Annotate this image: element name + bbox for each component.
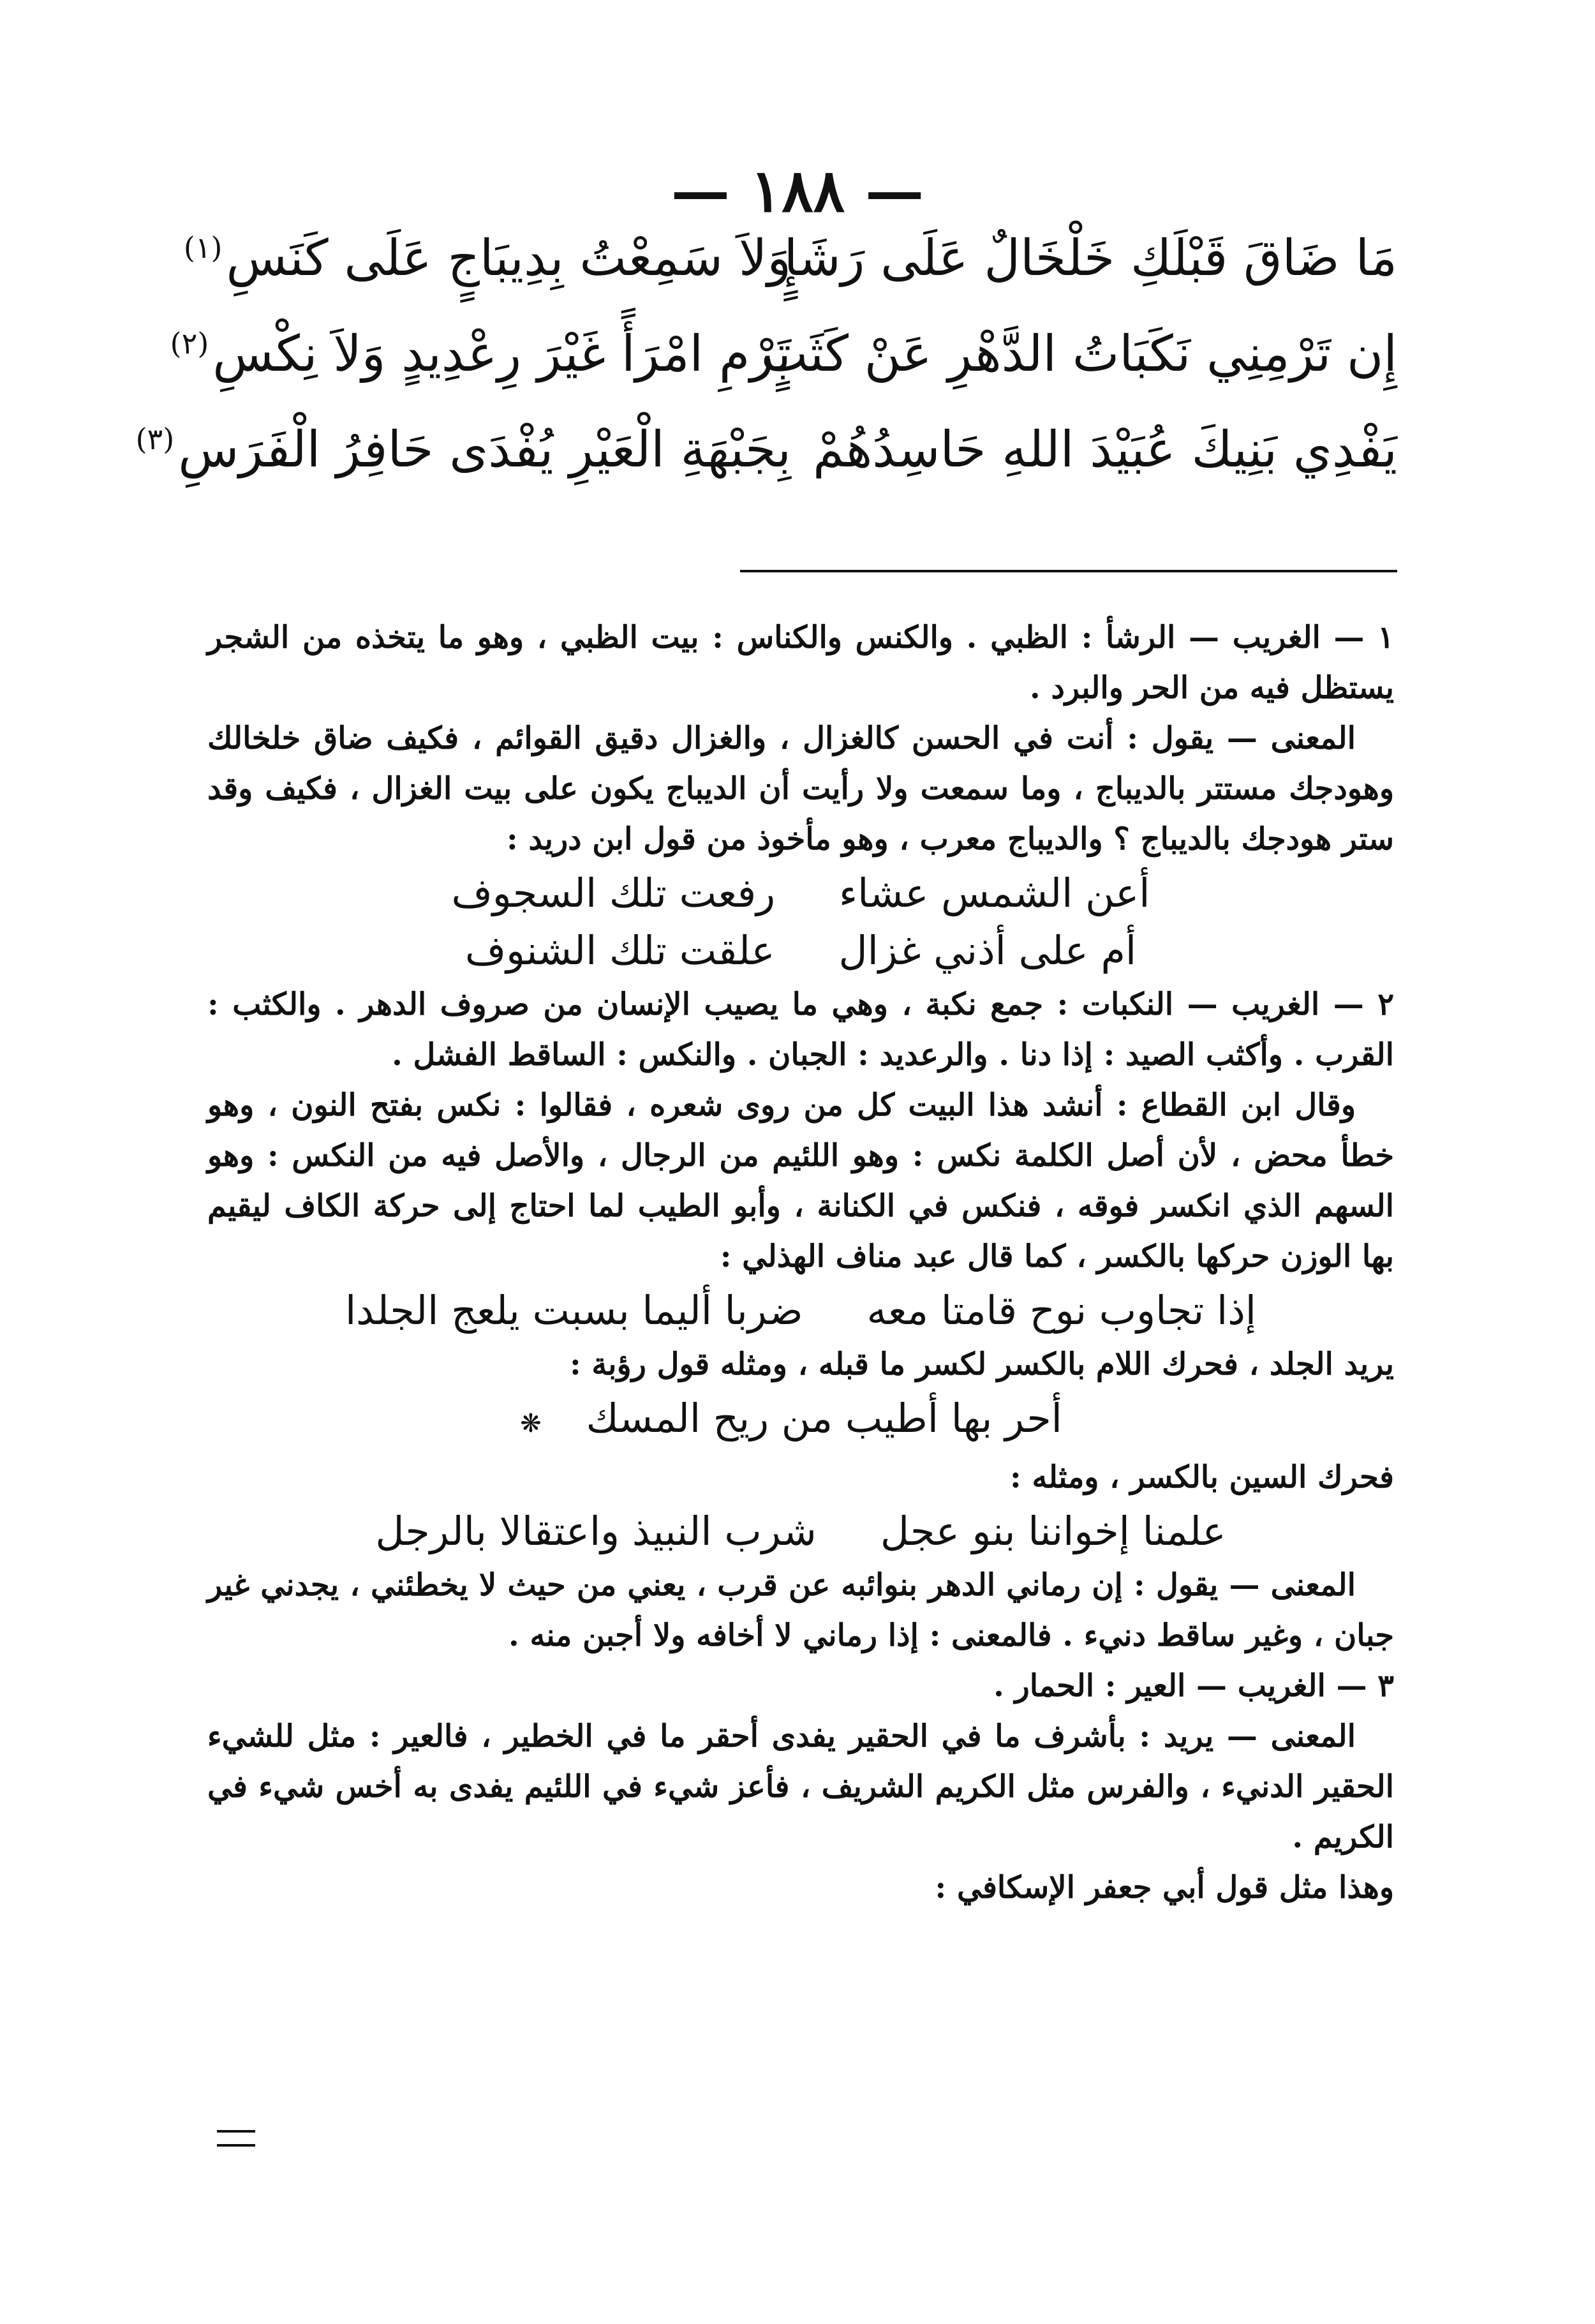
- note-2-gharib: ٢ — الغريب — النكبات : جمع نكبة ، وهي ما يصيب الإنسان من صروف الدهر . والكثب : القرب . وأكثب الصيد : إذا دنا . والرعديد : الجبان . والنكس : الساقط الفشل .: [207, 987, 1394, 1073]
- quoted-poem-ruba: [207, 1390, 1394, 1452]
- note-3-gharib: ٣ — الغريب — العير : الحمار .: [993, 1668, 1394, 1704]
- verse-line-1: [183, 211, 1397, 306]
- verse-star-mark: ❋: [520, 1409, 542, 1438]
- footnote-marker-1: (١): [183, 230, 223, 265]
- verse-2-second-text: تَرْمِ امْرَأً غَيْرَ رِعْدِيدٍ وَلاَ نِكْسِ: [212, 325, 791, 383]
- quoted-poem-ibn-duraid-line-1: [207, 865, 1394, 922]
- note-3-meaning: المعنى — يريد : بأشرف ما في الحقير يفدى أحقر ما في الخطير ، فالعير : مثل للشيء الحقير الدنيء ، والفرس مثل الكريم الشريف ، فأعز شيء في اللئيم يفدى به أخس شيء في الكريم .: [207, 1718, 1394, 1855]
- poem-2-second: ضربا أليما بسبت يلعج الجلدا: [345, 1287, 803, 1334]
- note-3-last-line: وهذا مثل قول أبي جعفر الإسكافي :: [935, 1870, 1394, 1905]
- verse-1-second-text: وَلاَ سَمِعْتُ بِدِيبَاجٍ عَلَى كَنَسِ: [226, 230, 791, 287]
- verse-3-first-hemistich: يَفْدِي بَنِيكَ عُبَيْدَ اللهِ حَاسِدُهُمْ: [813, 421, 1397, 479]
- note-2-ibn-qattaa: وقال ابن القطاع : أنشد هذا البيت كل من روى شعره ، فقالوا : نكس بفتح النون ، وهو خطأ محض ، لأن أصل الكلمة نكس : وهو اللئيم من الرجال ، والأصل فيه من النكس : وهو السهم الذي انكسر فوقه ، فنكس في الكنانة ، وأبو الطيب لما احتاج إلى حركة الكاف ليقيم بها الوزن حركها بالكسر ، كما قال عبد مناف الهذلي :: [207, 1087, 1394, 1274]
- page-number: — ١٨٨ —: [671, 156, 924, 225]
- poem-1-line-2-first: أم على أذني غزال: [838, 927, 1137, 974]
- verse-3-second-hemistich: [135, 421, 791, 479]
- verse-1-second-hemistich: [183, 230, 791, 287]
- verse-2-second-hemistich: [170, 325, 791, 383]
- verse-line-2: [170, 306, 1397, 402]
- note-2-meaning: المعنى — يقول : إن رماني الدهر بنوائبه عن قرب ، يعني من حيث لا يخطئني ، يجدني غير جبان ، وغير ساقط دنيء . فالمعنى : إذا رماني لا أخافه ولا أجبن منه .: [207, 1567, 1394, 1653]
- quoted-poem-ijl: [207, 1503, 1394, 1560]
- note-1-gharib: ١ — الغريب — الرشأ : الظبي . والكنس والكناس : بيت الظبي ، وهو ما يتخذه من الشجر يستظل فيه من الحر والبرد .: [207, 620, 1394, 706]
- footnote-marker-2: (٢): [170, 326, 209, 361]
- poem-1-line-1-first: أعن الشمس عشاء: [839, 870, 1150, 916]
- note-2-jild: يريد الجلد ، فحرك اللام بالكسر لكسر ما قبله ، ومثله قول رؤبة :: [570, 1346, 1394, 1382]
- footnote-marker-3: (٣): [135, 422, 175, 456]
- verse-2-first-hemistich: إِن تَرْمِنِي نَكَبَاتُ الدَّهْرِ عَنْ كَثَبٍ: [760, 325, 1397, 383]
- poem-3-text: أحر بها أطيب من ريح المسك: [586, 1395, 1062, 1441]
- quoted-poem-hudhali: [207, 1282, 1394, 1339]
- poem-4-first: علمنا إخواننا بنو عجل: [880, 1508, 1226, 1554]
- note-2-sin: فحرك السين بالكسر ، ومثله :: [1010, 1459, 1394, 1495]
- verse-notes-divider: [740, 570, 1397, 572]
- poem-1-line-1-second: رفعت تلك السجوف: [451, 870, 776, 916]
- verse-line-3: [135, 402, 1397, 498]
- poem-1-line-2-second: علقت تلك الشنوف: [464, 927, 775, 974]
- continuation-mark: [217, 2130, 255, 2147]
- poem-4-second: شرب النبيذ واعتقالا بالرجل: [375, 1508, 817, 1554]
- verse-3-second-text: بِجَبْهَةِ الْعَيْرِ يُفْدَى حَافِرُ الْفَرَسِ: [178, 421, 791, 479]
- poem-2-first: إذا تجاوب نوح قامتا معه: [866, 1287, 1257, 1334]
- note-1-meaning: المعنى — يقول : أنت في الحسن كالغزال ، والغزال دقيق القوائم ، فكيف ضاق خلخالك وهودجك مستتر بالديباج ، وما سمعت ولا رأيت أن الديباج يكون على بيت الغزال ، فكيف وقد ستر هودجك بالديباج ؟ والديباج معرب ، وهو مأخوذ من قول ابن دريد :: [207, 720, 1394, 857]
- commentary-notes: [207, 613, 1394, 1913]
- verse-1-first-hemistich: مَا ضَاقَ قَبْلَكِ خَلْخَالٌ عَلَى رَشَإٍ: [783, 230, 1397, 287]
- quoted-poem-ibn-duraid-line-2: [207, 922, 1394, 980]
